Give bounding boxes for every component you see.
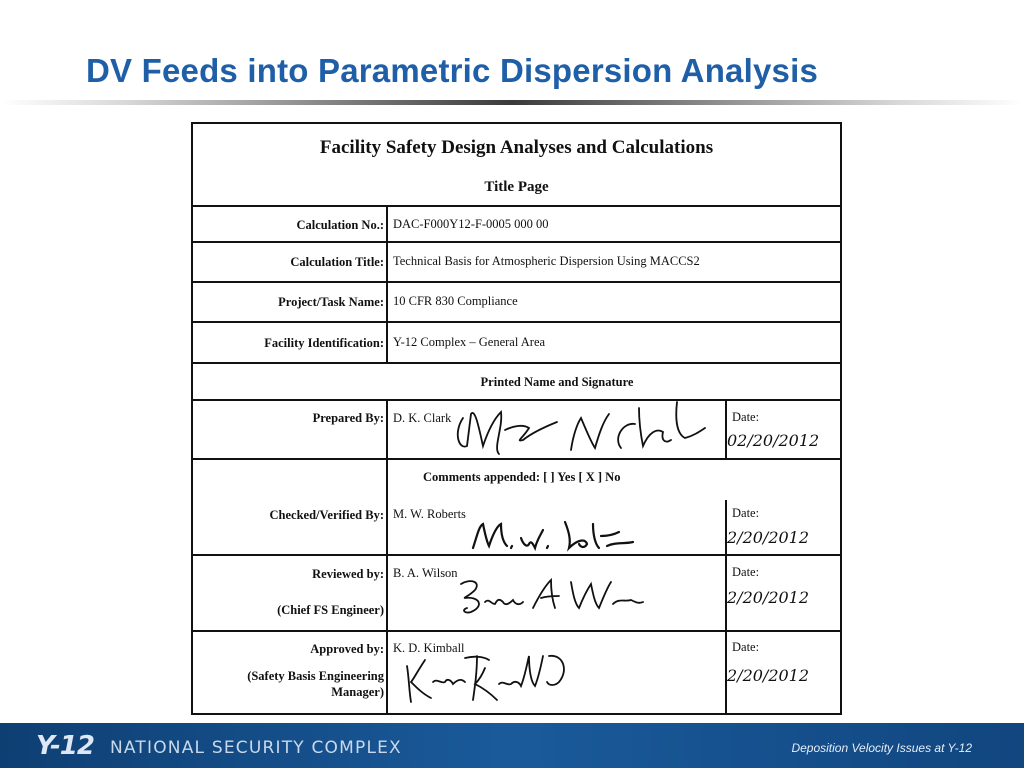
reviewed-signature (455, 574, 645, 618)
reviewed-by-label: Reviewed by: (312, 567, 384, 581)
approved-by-name: K. D. Kimball (393, 641, 465, 655)
calculation-number-label: Calculation No.: (296, 218, 384, 232)
slide-title: DV Feeds into Parametric Dispersion Analysis (86, 52, 818, 89)
facility-identification-value: Y-12 Complex – General Area (393, 335, 546, 349)
approved-by-label: Approved by: (310, 642, 384, 656)
reviewed-date-label: Date: (732, 565, 760, 579)
footer-bar (0, 723, 1024, 768)
title-page-form (191, 122, 842, 715)
approved-date-label: Date: (732, 640, 760, 654)
checked-by-label: Checked/Verified By: (269, 508, 384, 522)
form-title: Facility Safety Design Analyses and Calculations (319, 137, 714, 158)
reviewed-by-name: B. A. Wilson (393, 566, 458, 580)
form-subtitle: Title Page (484, 179, 549, 195)
title-divider (0, 100, 1024, 105)
comments-appended: Comments appended: [ ] Yes [ X ] No (423, 470, 621, 484)
checked-date-value: 2/20/2012 (727, 528, 810, 547)
project-task-label: Project/Task Name: (278, 295, 384, 309)
approved-signature (403, 642, 573, 712)
project-task-value: 10 CFR 830 Compliance (393, 294, 518, 308)
footer-logo-text: NATIONAL SECURITY COMPLEX (110, 738, 402, 758)
footer-note: Deposition Velocity Issues at Y-12 (791, 741, 972, 755)
prepared-by-name: D. K. Clark (393, 411, 452, 425)
reviewed-date-value: 2/20/2012 (727, 588, 810, 607)
y12-logo-icon: Y-12 (36, 731, 94, 761)
calculation-title-label: Calculation Title: (290, 255, 384, 269)
facility-identification-label: Facility Identification: (264, 336, 384, 350)
prepared-signature (453, 388, 713, 460)
prepared-date-label: Date: (732, 410, 760, 424)
calculation-title-value: Technical Basis for Atmospheric Dispersion Using MACCS2 (393, 254, 700, 268)
reviewed-role-note: (Chief FS Engineer) (277, 603, 384, 617)
calculation-number-value: DAC-F000Y12-F-0005 000 00 (393, 217, 549, 231)
prepared-by-label: Prepared By: (312, 411, 384, 425)
signature-header: Printed Name and Signature (480, 375, 634, 389)
prepared-date-value: 02/20/2012 (727, 431, 820, 450)
checked-signature (469, 516, 639, 556)
approved-date-value: 2/20/2012 (727, 666, 810, 685)
approved-role-note: (Safety Basis Engineering Manager) (247, 669, 384, 700)
checked-date-label: Date: (732, 506, 760, 520)
checked-by-name: M. W. Roberts (393, 507, 466, 521)
